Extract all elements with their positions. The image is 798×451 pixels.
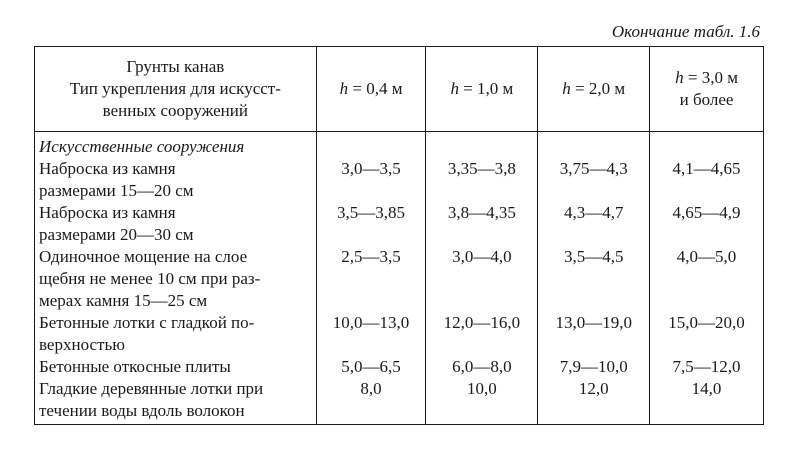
- row-type-line: размерами 15—20 см: [39, 181, 194, 200]
- header-type-line: венных сооружений: [102, 101, 248, 120]
- cell-value: 3,5—4,5: [538, 246, 650, 312]
- header-depth-3: [650, 47, 764, 132]
- row-type: [35, 312, 317, 356]
- depth-var: h: [450, 79, 459, 98]
- cell-value: 10,0—13,0: [316, 312, 426, 356]
- row-type-line: Гладкие деревянные лотки при: [39, 379, 264, 398]
- header-type-line: Тип укрепления для искусст-: [69, 79, 281, 98]
- table-row: [35, 202, 764, 246]
- cell-value: 3,75—4,3: [538, 158, 650, 202]
- cell-value: 5,0—6,5: [316, 356, 426, 378]
- depth-note: и более: [679, 90, 734, 109]
- row-type-line: Бетонные лотки с гладкой по-: [39, 313, 255, 332]
- depth-value: = 1,0 м: [458, 79, 514, 98]
- header-depth-0: [316, 47, 426, 132]
- cell-value: 12,0—16,0: [426, 312, 538, 356]
- cell-value: 4,0—5,0: [650, 246, 764, 312]
- cell-value: 3,0—3,5: [316, 158, 426, 202]
- table-row: [35, 312, 764, 356]
- row-type-line: верхностью: [39, 335, 125, 354]
- depth-value: = 3,0 м: [683, 68, 738, 87]
- cell-value: 4,65—4,9: [650, 202, 764, 246]
- cell-value: 14,0: [650, 378, 764, 425]
- row-type-line: Наброска из камня: [39, 203, 176, 222]
- cell-value: 3,35—3,8: [426, 158, 538, 202]
- cell-value: 3,0—4,0: [426, 246, 538, 312]
- cell-value: 6,0—8,0: [426, 356, 538, 378]
- row-type-line: Бетонные откосные плиты: [39, 357, 231, 376]
- cell-value: 3,5—3,85: [316, 202, 426, 246]
- cell-value: 10,0: [426, 378, 538, 425]
- row-type-line: мерах камня 15—25 см: [39, 291, 208, 310]
- header-depth-2: [538, 47, 650, 132]
- depth-value: = 0,4 м: [348, 79, 403, 98]
- row-type: [35, 356, 317, 378]
- row-type-line: Наброска из камня: [39, 159, 176, 178]
- depth-var: h: [339, 79, 349, 98]
- header-type-line: Грунты канав: [126, 57, 225, 76]
- cell-value: 15,0—20,0: [650, 312, 764, 356]
- table-row: [35, 246, 764, 312]
- cell-value: 8,0: [316, 378, 426, 425]
- table-caption: Окончание табл. 1.6: [611, 22, 760, 41]
- cell-value: 7,5—12,0: [650, 356, 764, 378]
- depth-var: h: [675, 68, 684, 87]
- header-depth-1: [426, 47, 538, 132]
- table-row: [35, 356, 764, 378]
- row-type: [35, 158, 317, 202]
- table-header-row: [35, 47, 764, 132]
- table-row: [35, 158, 764, 202]
- section-row: [35, 132, 764, 159]
- cell-value: 4,3—4,7: [538, 202, 650, 246]
- row-type-line: щебня не менее 10 см при раз-: [39, 269, 261, 288]
- row-type: [35, 378, 317, 425]
- section-title: Искусственные сооружения: [35, 132, 317, 159]
- cell-value: 2,5—3,5: [316, 246, 426, 312]
- cell-value: 13,0—19,0: [538, 312, 650, 356]
- row-type: [35, 246, 317, 312]
- row-type-line: Одиночное мощение на слое: [39, 247, 248, 266]
- cell-value: 4,1—4,65: [650, 158, 764, 202]
- depth-value: = 2,0 м: [570, 79, 626, 98]
- header-type: [35, 47, 317, 132]
- row-type: [35, 202, 317, 246]
- row-type-line: размерами 20—30 см: [39, 225, 194, 244]
- velocity-table: [34, 46, 764, 425]
- row-type-line: течении воды вдоль волокон: [39, 401, 245, 420]
- table-row: [35, 378, 764, 425]
- depth-var: h: [562, 79, 571, 98]
- cell-value: 12,0: [538, 378, 650, 425]
- cell-value: 7,9—10,0: [538, 356, 650, 378]
- cell-value: 3,8—4,35: [426, 202, 538, 246]
